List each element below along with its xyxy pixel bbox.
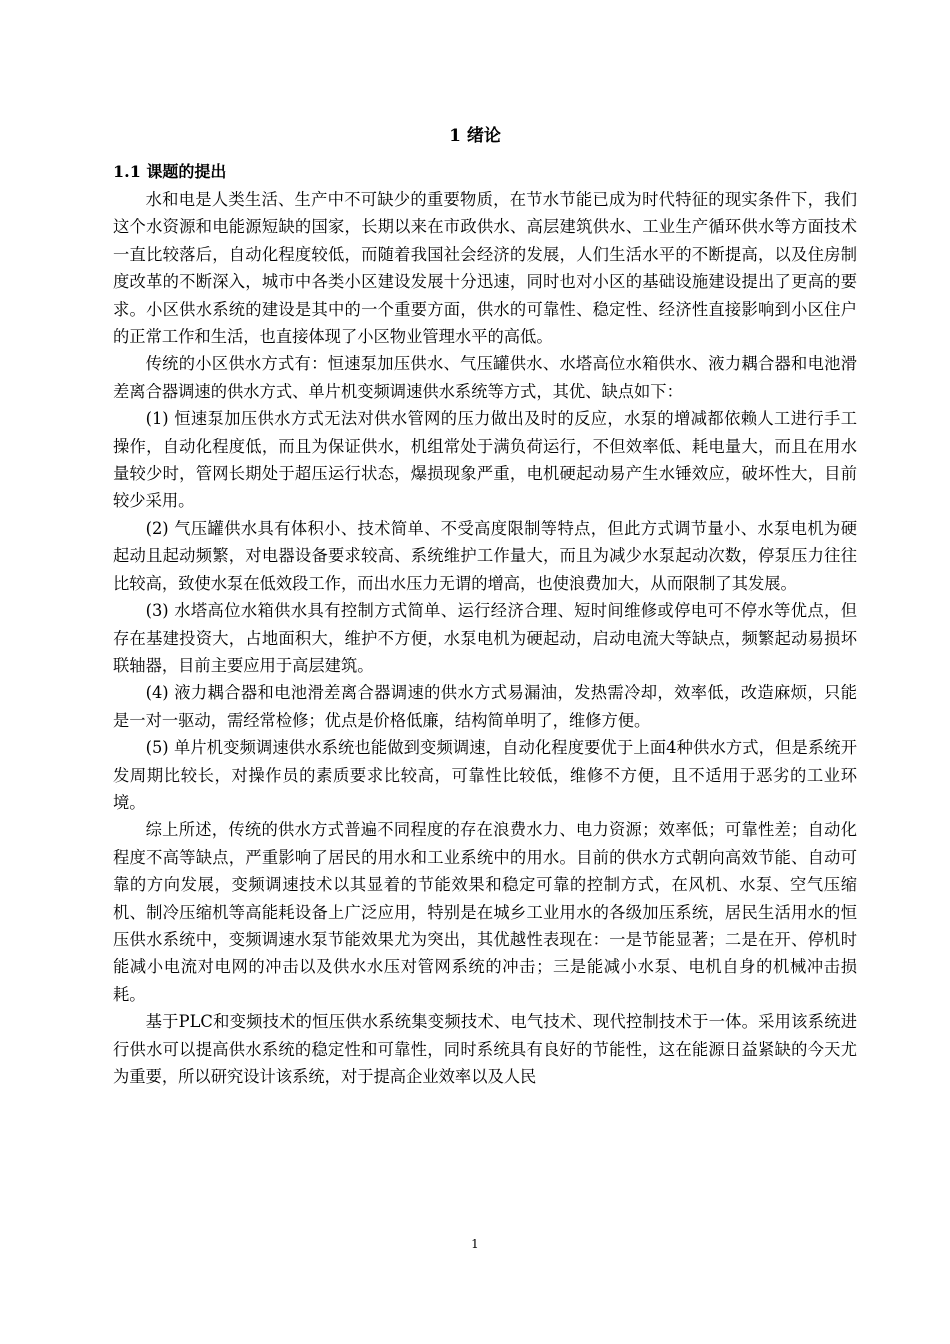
paragraph-plc-system: 基于PLC和变频技术的恒压供水系统集变频技术、电气技术、现代控制技术于一体。采用该系统进行供水可以提高供水系统的稳定性和可靠性，同时系统具有良好的节能性，这在能源日益紧缺的今天尤为重要，所以研究设计该系统，对于提高企业效率以及人民 — [113, 1012, 857, 1086]
paragraph-item-5: (5) 单片机变频调速供水系统也能做到变频调速，自动化程度要优于上面4种供水方式，但是系统开发周期比较长，对操作员的素质要求比较高，可靠性比较低，维修不方便，且不适用于恶劣的工业环境。 — [113, 738, 857, 812]
paragraph-item-2: (2) 气压罐供水具有体积小、技术简单、不受高度限制等特点，但此方式调节量小、水泵电机为硬起动且起动频繁，对电器设备要求较高、系统维护工作量大，而且为减少水泵起动次数，停泵压力往往比较高，致使水泵在低效段工作，而出水压力无谓的增高，也使浪费加大，从而限制了其发展。 — [113, 518, 857, 593]
paragraph-item-3: (3) 水塔高位水箱供水具有控制方式简单、运行经济合理、短时间维修或停电可不停水等优点，但存在基建投资大，占地面积大，维护不方便，水泵电机为硬起动，启动电流大等缺点，频繁起动易损坏联轴器，目前主要应用于高层建筑。 — [113, 601, 857, 675]
chapter-title: 1 绪论 — [449, 126, 501, 146]
body-text — [113, 186, 857, 1090]
paragraph-intro: 水和电是人类生活、生产中不可缺少的重要物质，在节水节能已成为时代特征的现实条件下，我们这个水资源和电能源短缺的国家，长期以来在市政供水、高层建筑供水、工业生产循环供水等方面技术一直比较落后，自动化程度较低，而随着我国社会经济的发展，人们生活水平的不断提高，以及住房制度改革的不断深入，城市中各类小区建设发展十分迅速，同时也对小区的基础设施建设提出了更高的要求。小区供水系统的建设是其中的一个重要方面，供水的可靠性、稳定性、经济性直接影响到小区住户的正常工作和生活，也直接体现了小区物业管理水平的高低。 — [113, 190, 857, 347]
section-title: 1.1 课题的提出 — [113, 162, 227, 181]
paragraph-traditional-methods: 传统的小区供水方式有：恒速泵加压供水、气压罐供水、水塔高位水箱供水、液力耦合器和电池滑差离合器调速的供水方式、单片机变频调速供水系统等方式，其优、缺点如下： — [113, 354, 857, 401]
paragraph-item-1: (1) 恒速泵加压供水方式无法对供水管网的压力做出及时的反应，水泵的增减都依赖人工进行手工操作，自动化程度低，而且为保证供水，机组常处于满负荷运行，不但效率低、耗电量大，而且在用水量较少时，管网长期处于超压运行状态，爆损现象严重，电机硬起动易产生水锤效应，破坏性大，目前较少采用。 — [113, 409, 857, 511]
paragraph-item-4: (4) 液力耦合器和电池滑差离合器调速的供水方式易漏油，发热需冷却，效率低，改造麻烦，只能是一对一驱动，需经常检修；优点是价格低廉，结构简单明了，维修方便。 — [113, 683, 857, 730]
page-number: 1 — [471, 1237, 479, 1251]
paragraph-summary: 综上所述，传统的供水方式普遍不同程度的存在浪费水力、电力资源；效率低；可靠性差；自动化程度不高等缺点，严重影响了居民的用水和工业系统中的用水。目前的供水方式朝向高效节能、自动可靠的方向发展，变频调速技术以其显着的节能效果和稳定可靠的控制方式，在风机、水泵、空气压缩机、制冷压缩机等高能耗设备上广泛应用，特别是在城乡工业用水的各级加压系统，居民生活用水的恒压供水系统中，变频调速水泵节能效果尤为突出，其优越性表现在：一是节能显著；二是在开、停机时能减小电流对电网的冲击以及供水水压对管网系统的冲击；三是能减小水泵、电机自身的机械冲击损耗。 — [113, 820, 857, 1004]
